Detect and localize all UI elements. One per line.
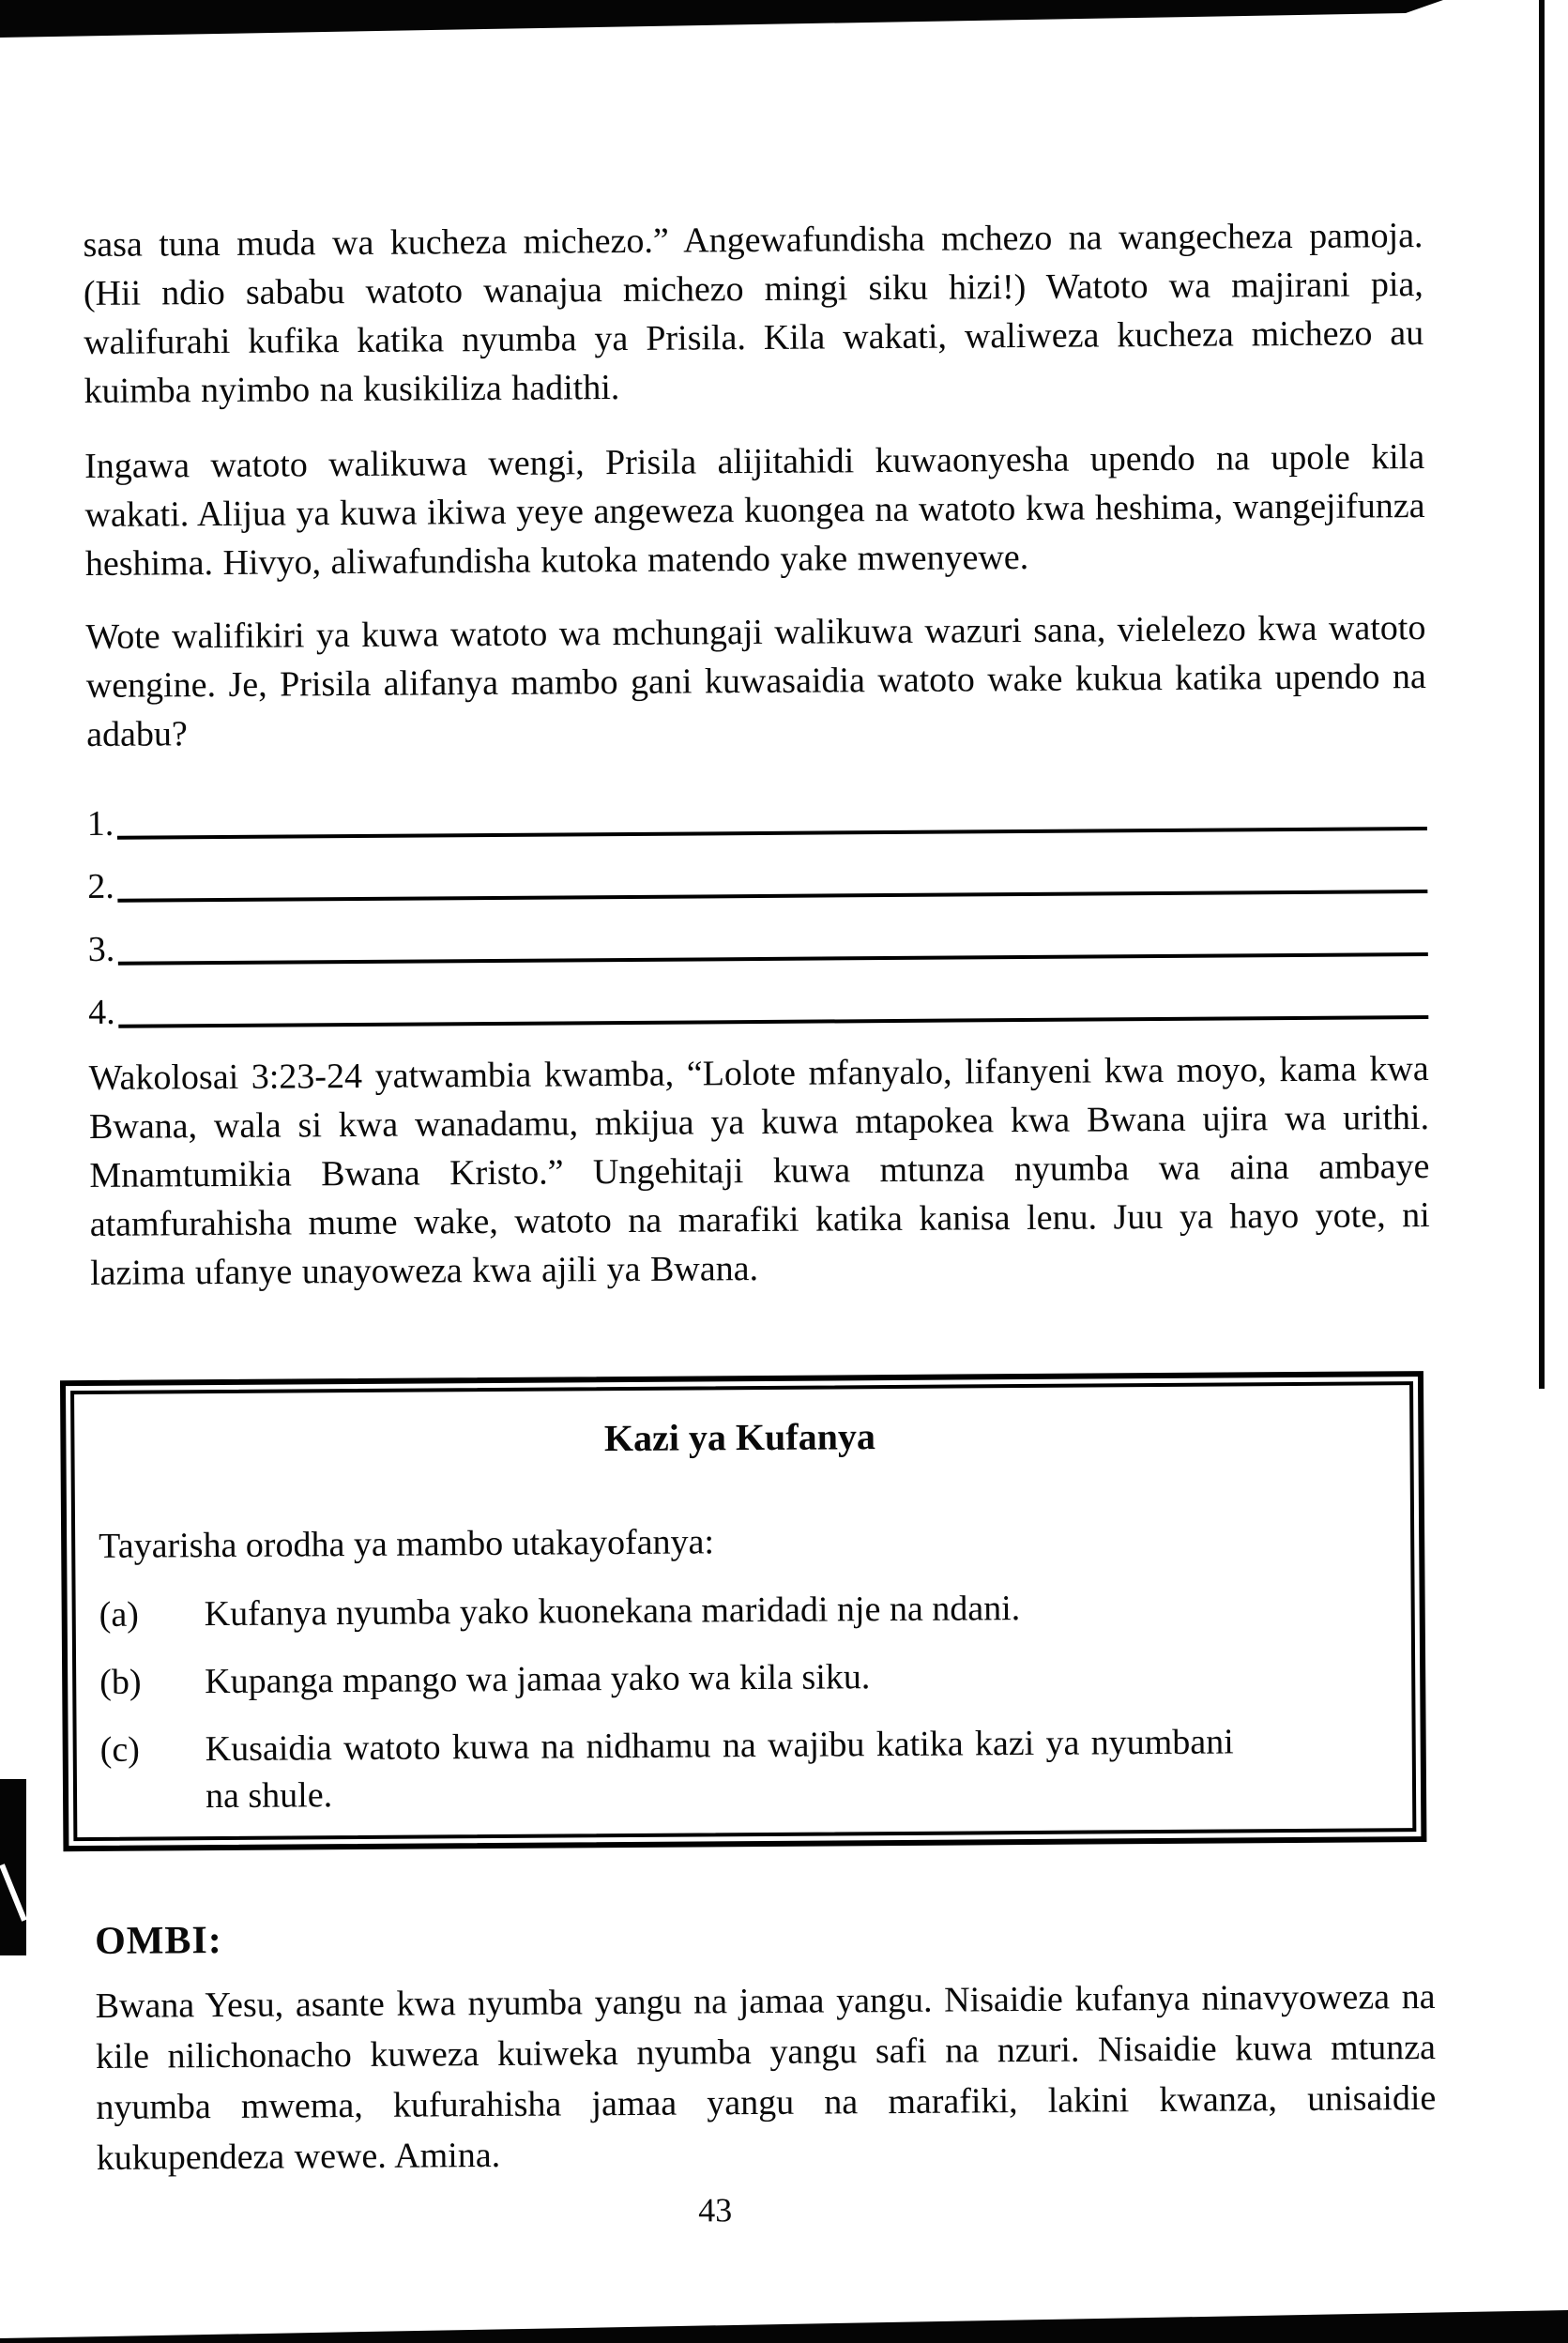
scan-edge-artifact-bottom xyxy=(0,2308,1568,2343)
answer-number: 3. xyxy=(87,929,115,969)
page-number: 43 xyxy=(698,2191,733,2229)
task-box-intro: Tayarisha orodha ya mambo utakayofanya: xyxy=(99,1522,715,1566)
answer-lines xyxy=(87,772,1429,1033)
blank-line xyxy=(118,1015,1428,1028)
paragraph-question: Wote walifikiri ya kuwa watoto wa mchungaji walikuwa wazuri sana, vielelezo kwa watoto wengine. Je, Prisila alifanya mambo gani kuwasaidia watoto wake kukua katika upendo na adabu? xyxy=(85,608,1426,754)
answer-line-2 xyxy=(87,835,1427,907)
scan-edge-artifact-right xyxy=(1539,0,1545,1389)
paragraph-prayer: Bwana Yesu, asante kwa nyumba yangu na jamaa yangu. Nisaidie kufanya ninavyoweza na kile nilichonacho kuweza kuiweka nyumba yangu safi na nzuri. Nisaidie kuwa mtunza nyumba mwema, kufurahisha jamaa yangu na marafiki, lakini kwanza, unisaidie kukupendeza wewe. Amina. xyxy=(95,1976,1437,2178)
answer-line-4 xyxy=(88,961,1428,1033)
task-item-b xyxy=(99,1650,1383,1706)
task-box-inner xyxy=(70,1381,1416,1841)
task-item-text: Kusaidia watoto kuwa na nidhamu na wajibu katika kazi ya nyumbani na shule. xyxy=(205,1722,1234,1817)
task-item-text: Kupanga mpango wa jamaa yako wa kila siku. xyxy=(205,1657,871,1702)
task-box xyxy=(60,1371,1426,1851)
task-item-label: (b) xyxy=(99,1662,142,1702)
answer-line-1 xyxy=(87,772,1427,844)
paragraph-story-1: sasa tuna muda wa kucheza michezo.” Angewafundisha mchezo na wangecheza pamoja. (Hii ndio sababu watoto wanajua michezo mingi siku hizi!) Watoto wa majirani pia, walifurahi kufika katika nyumba ya Prisila. Kila wakati, waliweza kucheza michezo au kuimba nyimbo na kusikiliza hadithi. xyxy=(83,216,1424,412)
answer-number: 1. xyxy=(86,803,114,844)
prayer-heading: OMBI: xyxy=(94,1919,222,1963)
task-item-label: (a) xyxy=(99,1594,140,1635)
task-item-c xyxy=(100,1717,1385,1820)
scan-edge-artifact-left xyxy=(0,1779,26,1955)
paragraph-scripture: Wakolosai 3:23-24 yatwambia kwamba, “Lolote mfanyalo, lifanyeni kwa moyo, kama kwa Bwana, wala si kwa wanadamu, mkijua ya kuwa mtapokea kwa Bwana ujira wa urithi. Mnamtumikia Bwana Kristo.” Ungehitaji kuwa mtunza nyumba wa aina ambaye atamfurahisha mume wake, watoto na marafiki katika kanisa lenu. Juu ya hayo yote, ni lazima ufanye unayoweza kwa ajili ya Bwana. xyxy=(88,1049,1430,1293)
page-content xyxy=(82,0,1438,2234)
answer-number: 4. xyxy=(88,992,115,1032)
task-item-a xyxy=(99,1582,1383,1638)
paragraph-story-2: Ingawa watoto walikuwa wengi, Prisila alijitahidi kuwaonyesha upendo na upole kila wakati. Alijua ya kuwa ikiwa yeye angeweza kuongea na watoto kwa heshima, wangejifunza heshima. Hivyo, aliwafundisha kutoka matendo yake mwenyewe. xyxy=(84,437,1425,584)
answer-number: 2. xyxy=(87,866,114,906)
task-box-title: Kazi ya Kufanya xyxy=(603,1415,876,1460)
task-item-label: (c) xyxy=(99,1729,141,1770)
answer-line-3 xyxy=(87,898,1427,970)
task-item-text: Kufanya nyumba yako kuonekana maridadi nje na ndani. xyxy=(204,1589,1021,1635)
